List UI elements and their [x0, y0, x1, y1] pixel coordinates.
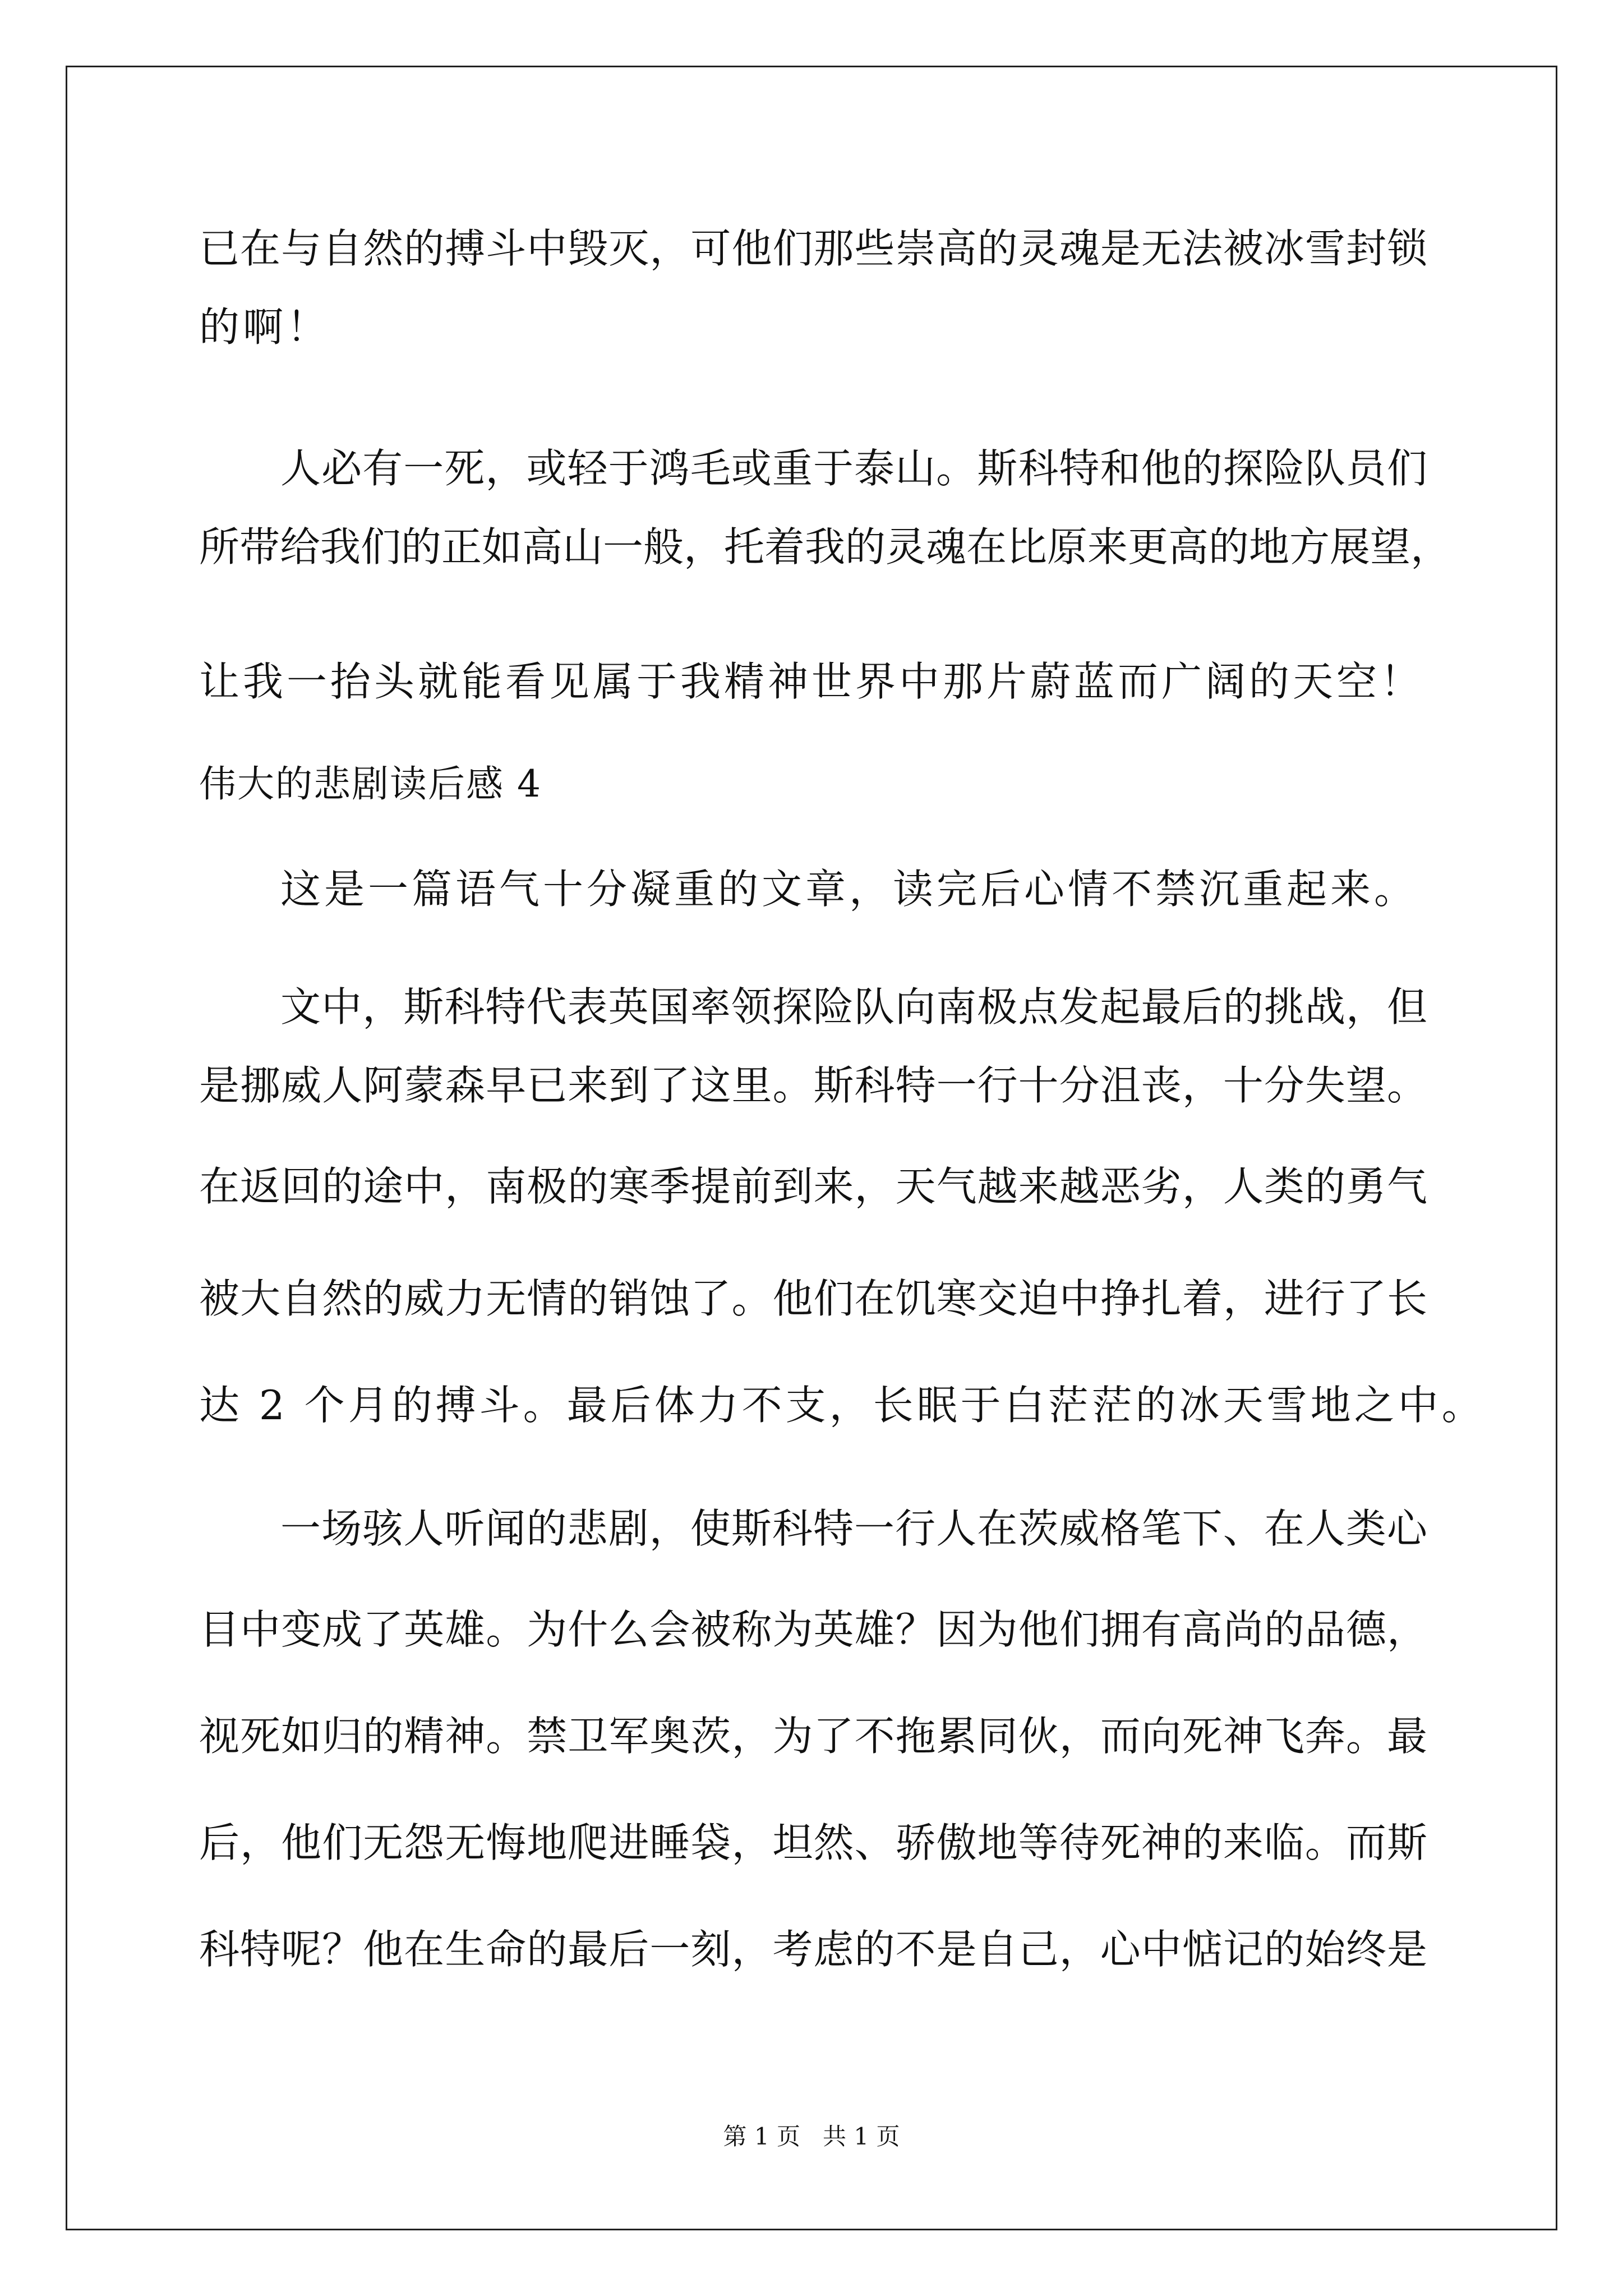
paragraph-line: 已在与自然的搏斗中毁灭，可他们那些崇高的灵魂是无法被冰雪封锁	[199, 225, 1427, 272]
paragraph-line: 后，他们无怨无悔地爬进睡袋，坦然、骄傲地等待死神的来临。而斯	[199, 1819, 1427, 1866]
paragraph-line: 被大自然的威力无情的销蚀了。他们在饥寒交迫中挣扎着，进行了长	[199, 1275, 1427, 1322]
paragraph-line: 人必有一死，或轻于鸿毛或重于泰山。斯科特和他的探险队员们	[280, 445, 1427, 492]
paragraph-line: 让我一抬头就能看见属于我精神世界中那片蔚蓝而广阔的天空！	[199, 658, 1424, 705]
paragraph-line: 是挪威人阿蒙森早已来到了这里。斯科特一行十分沮丧，十分失望。	[199, 1062, 1427, 1109]
paragraph-line: 这是一篇语气十分凝重的文章，读完后心情不禁沉重起来。	[280, 866, 1418, 913]
paragraph-line: 一场骇人听闻的悲剧，使斯科特一行人在茨威格笔下、在人类心	[280, 1505, 1427, 1552]
paragraph-line: 视死如归的精神。禁卫军奥茨，为了不拖累同伙，而向死神飞奔。最	[199, 1713, 1427, 1760]
paragraph-line: 文中，斯科特代表英国率领探险队向南极点发起最后的挑战，但	[280, 983, 1427, 1030]
paragraph-line: 目中变成了英雄。为什么会被称为英雄？因为他们拥有高尚的品德，	[199, 1606, 1427, 1653]
paragraph-line: 所带给我们的正如高山一般，托着我的灵魂在比原来更高的地方展望，	[199, 523, 1451, 570]
paragraph-line: 的啊！	[199, 303, 331, 351]
paragraph-line: 科特呢？他在生命的最后一刻，考虑的不是自己，心中惦记的始终是	[199, 1926, 1427, 1973]
paragraph-line: 在返回的途中，南极的寒季提前到来，天气越来越恶劣，人类的勇气	[199, 1163, 1427, 1210]
page-border	[66, 66, 1557, 2230]
paragraph-line: 达 2 个月的搏斗。最后体力不支，长眠于白茫茫的冰天雪地之中。	[199, 1382, 1486, 1429]
page-number-footer: 第 1 页 共 1 页	[723, 2123, 900, 2150]
section-heading: 伟大的悲剧读后感 4	[199, 762, 542, 806]
